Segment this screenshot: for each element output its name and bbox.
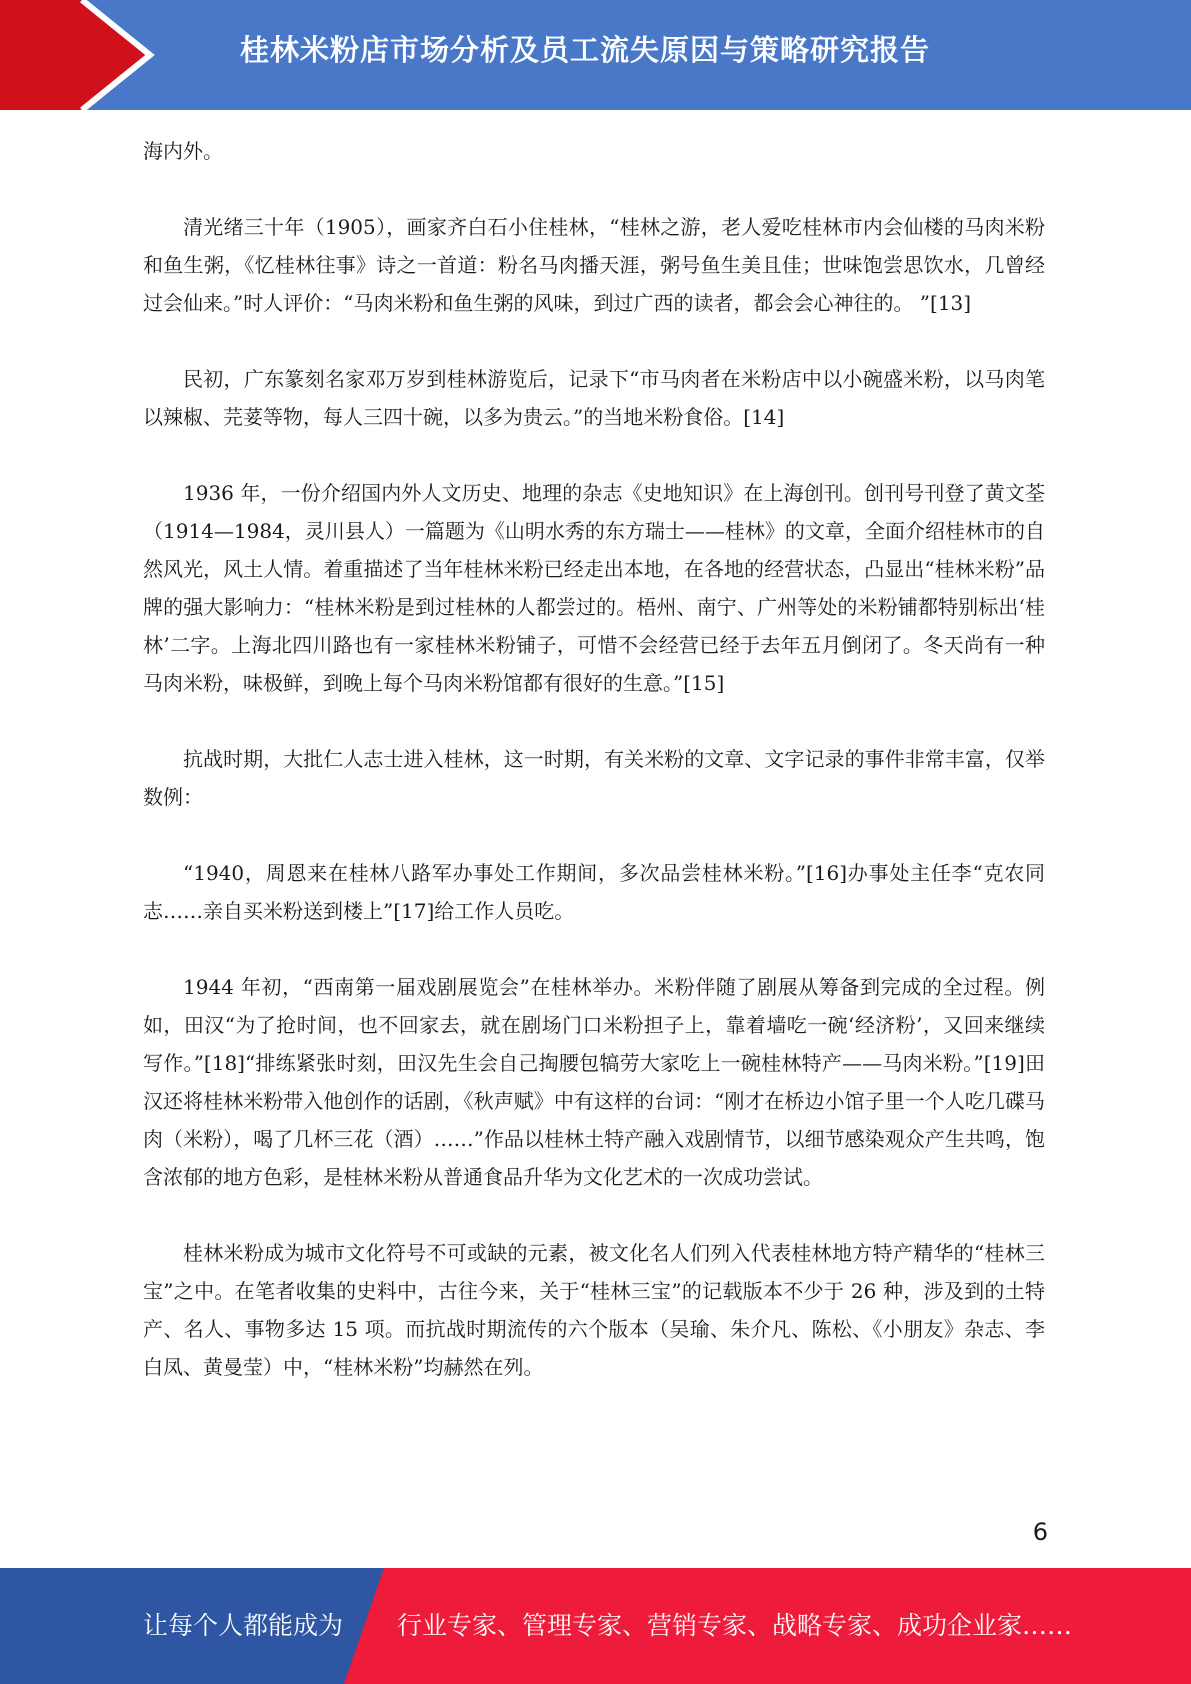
page-footer	[0, 1568, 1191, 1684]
footer-slogan-right: 行业专家、管理专家、营销专家、战略专家、成功企业家……	[397, 1611, 1073, 1640]
footer-slogan-left: 让每个人都能成为	[143, 1611, 344, 1640]
paragraph-1: 海内外。	[143, 139, 223, 163]
body-content	[143, 132, 1045, 1424]
red-chevron-icon	[0, 0, 160, 110]
paragraph-2: 清光绪三十年（1905），画家齐白石小住桂林，“桂林之游，老人爱吃桂林市内会仙楼的马肉米粉和鱼生粥，《忆桂林往事》诗之一首道：粉名马肉播天涯，粥号鱼生美且佳；世味饱尝思饮水，几曾经过会仙来。”时人评价：“马肉米粉和鱼生粥的风味，到过广西的读者，都会会心神往的。 ”[13]	[143, 215, 1045, 315]
paragraph-7: 1944 年初，“西南第一届戏剧展览会”在桂林举办。米粉伴随了剧展从筹备到完成的全过程。例如，田汉“为了抢时间，也不回家去，就在剧场门口米粉担子上，靠着墙吃一碗‘经济粉’，又回来继续写作。”[18]“排练紧张时刻，田汉先生会自己掏腰包犒劳大家吃上一碗桂林特产——马肉米粉。”[19]田汉还将桂林米粉带入他创作的话剧，《秋声赋》中有这样的台词：“刚才在桥边小馆子里一个人吃几碟马肉（米粉），喝了几杯三花（酒）……”作品以桂林土特产融入戏剧情节，以细节感染观众产生共鸣，饱含浓郁的地方色彩，是桂林米粉从普通食品升华为文化艺术的一次成功尝试。	[143, 975, 1045, 1189]
paragraph-3: 民初，广东篆刻名家邓万岁到桂林游览后，记录下“市马肉者在米粉店中以小碗盛米粉，以马肉笔以辣椒、芫荽等物，每人三四十碗，以多为贵云。”的当地米粉食俗。[14]	[143, 367, 1045, 429]
page-number: 6	[1032, 1518, 1048, 1546]
page-header	[0, 0, 1191, 110]
document-title: 桂林米粉店市场分析及员工流失原因与策略研究报告	[240, 33, 931, 67]
paragraph-4: 1936 年，一份介绍国内外人文历史、地理的杂志《史地知识》在上海创刊。创刊号刊登了黄文荃（1914—1984，灵川县人）一篇题为《山明水秀的东方瑞士——桂林》的文章，全面介绍桂林市的自然风光，风土人情。着重描述了当年桂林米粉已经走出本地，在各地的经营状态，凸显出“桂林米粉”品牌的强大影响力：“桂林米粉是到过桂林的人都尝过的。梧州、南宁、广州等处的米粉铺都特别标出‘桂林’二字。上海北四川路也有一家桂林米粉铺子，可惜不会经营已经于去年五月倒闭了。冬天尚有一种马肉米粉，味极鲜，到晚上每个马肉米粉馆都有很好的生意。”[15]	[143, 481, 1045, 695]
paragraph-6: “1940，周恩来在桂林八路军办事处工作期间，多次品尝桂林米粉。”[16]办事处主任李“克农同志……亲自买米粉送到楼上”[17]给工作人员吃。	[143, 861, 1045, 923]
paragraph-8: 桂林米粉成为城市文化符号不可或缺的元素，被文化名人们列入代表桂林地方特产精华的“桂林三宝”之中。在笔者收集的史料中，古往今来，关于“桂林三宝”的记载版本不少于 26 种，涉及到的土特产、名人、事物多达 15 项。而抗战时期流传的六个版本（吴瑜、朱介凡、陈松、《小朋友》杂志、李白凤、黄曼莹）中，“桂林米粉”均赫然在列。	[143, 1241, 1045, 1379]
paragraph-5: 抗战时期，大批仁人志士进入桂林，这一时期，有关米粉的文章、文字记录的事件非常丰富，仅举数例：	[143, 747, 1045, 809]
